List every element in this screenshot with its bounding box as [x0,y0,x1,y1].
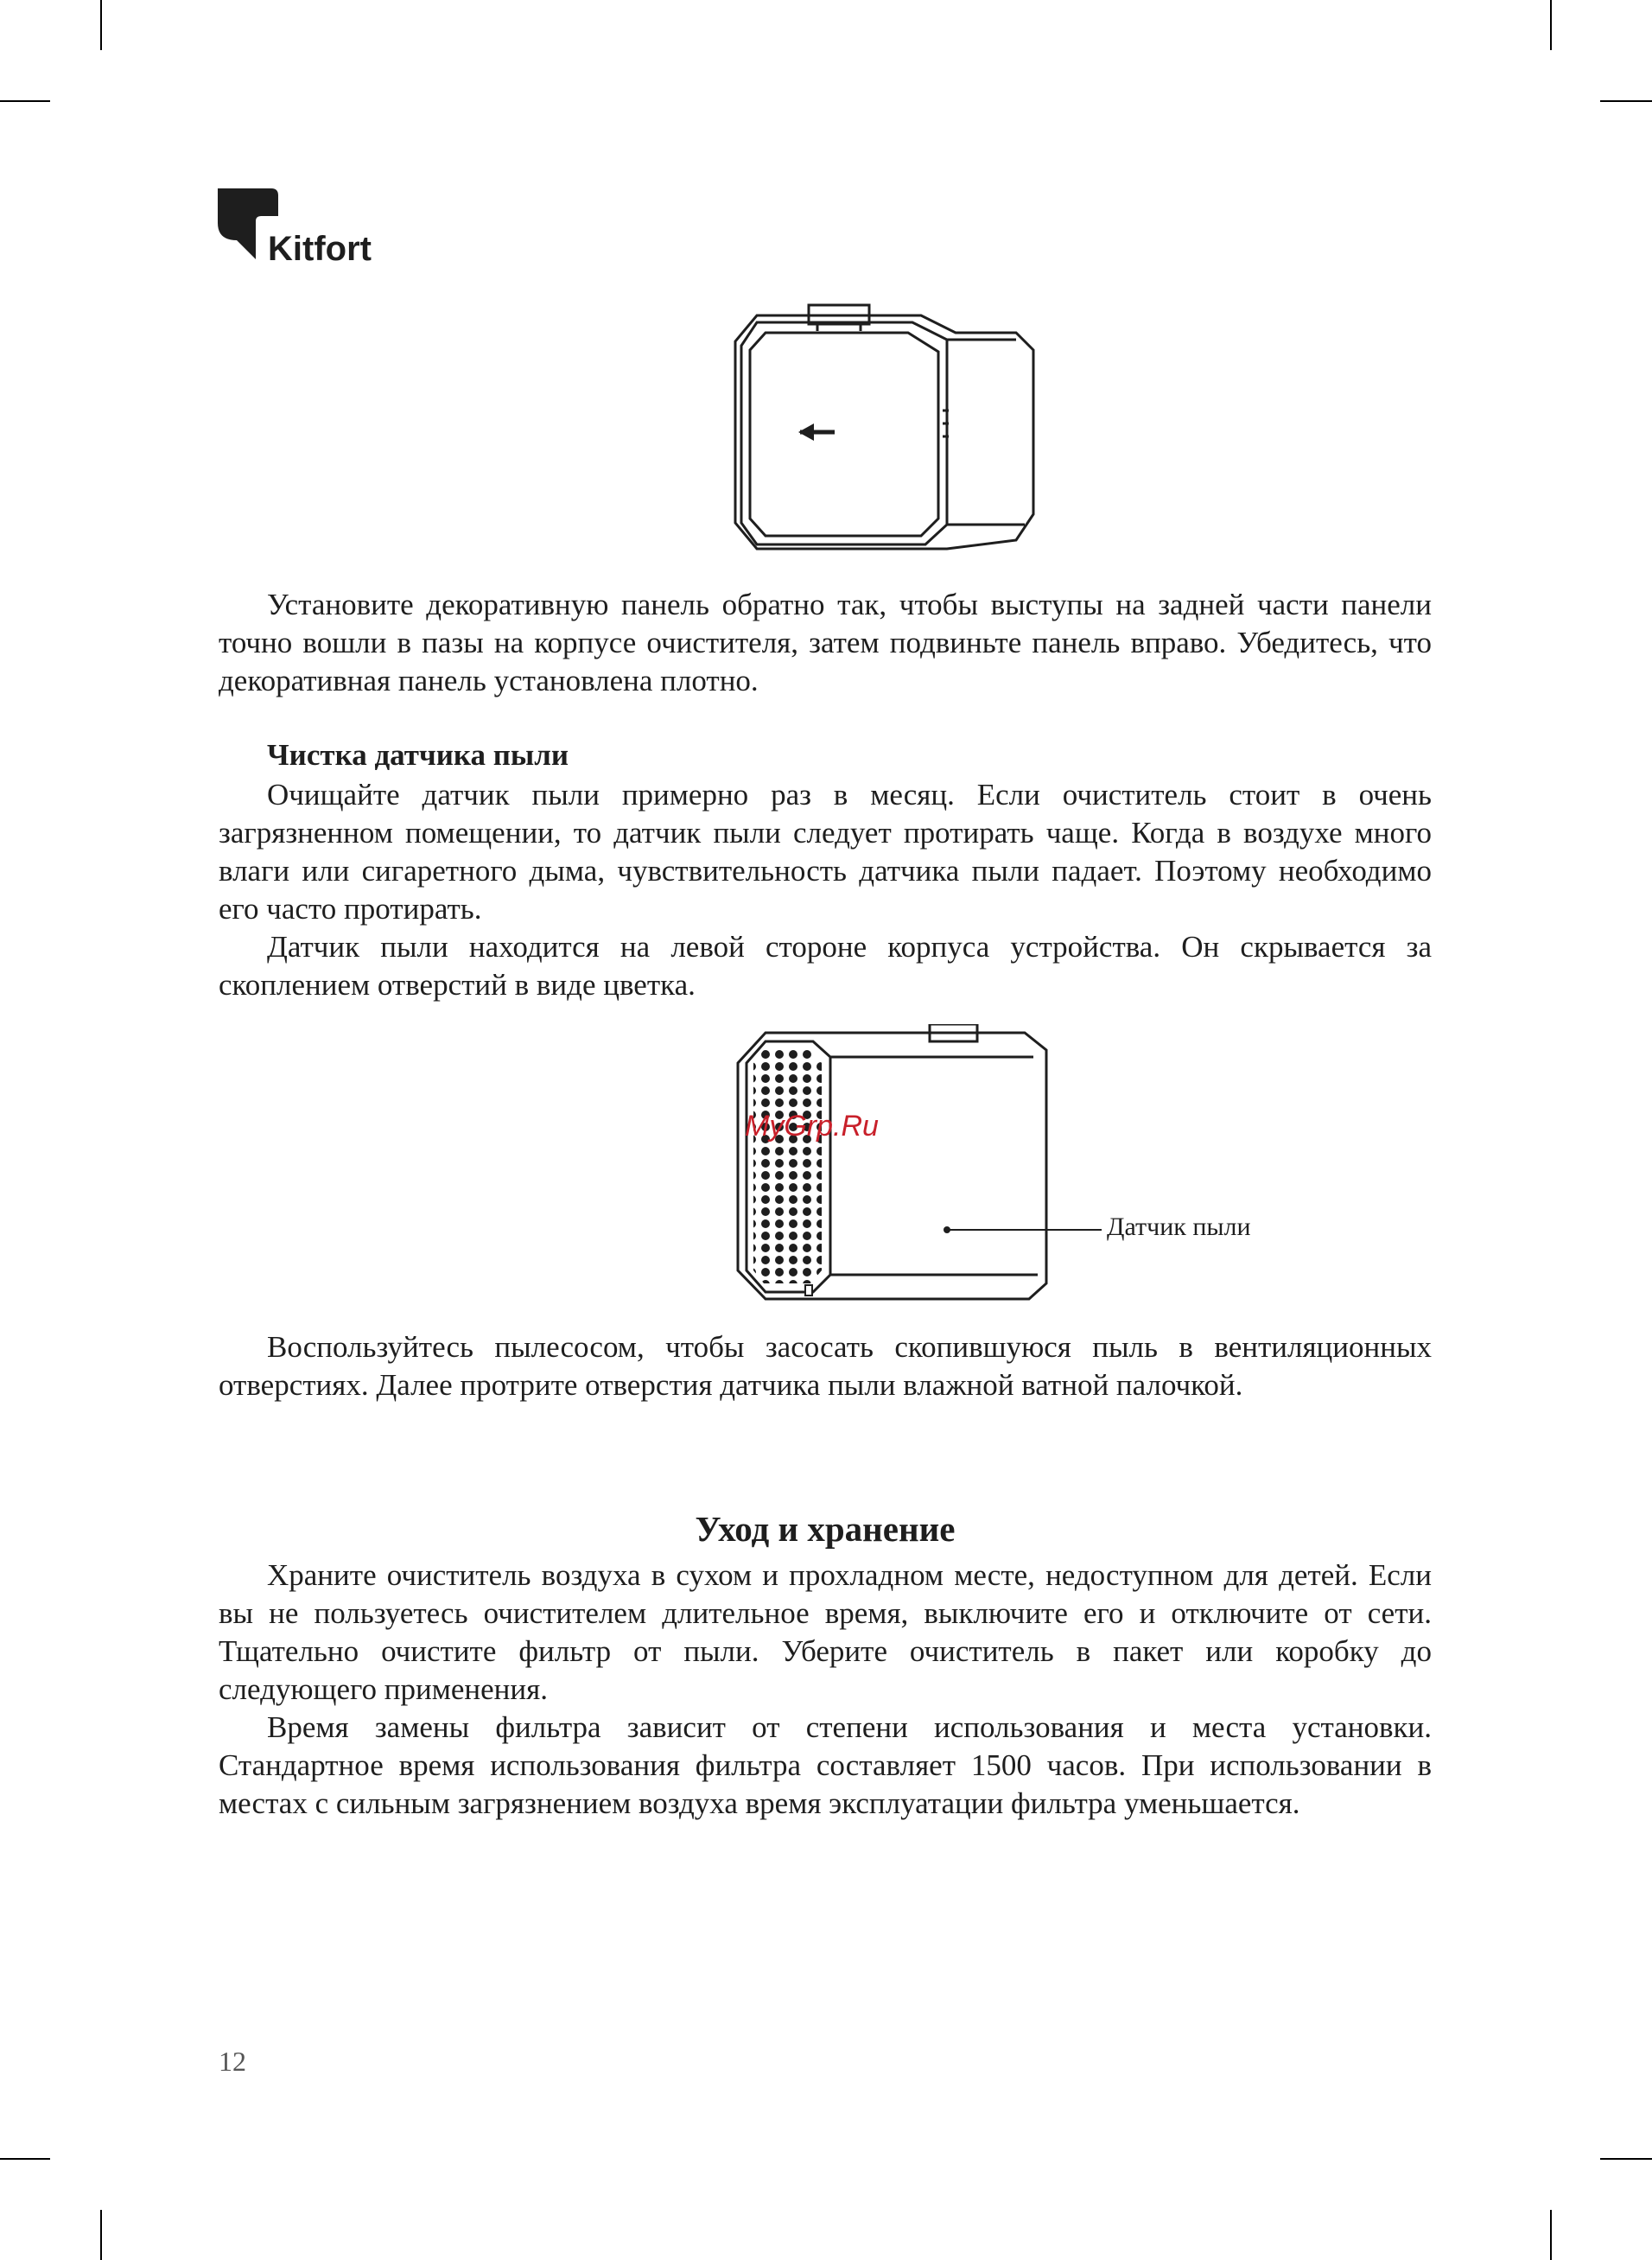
paragraph-text: Очищайте датчик пыли примерно раз в месяц. Если очиститель стоит в очень загрязненном помещении, то датчик пыли следует протирать чаще. Когда в воздухе много влаги или сигаретного дыма, чувствительность датчика пыли падает. Поэтому необходимо его часто протирать. [219,778,1432,926]
paragraph-dust-cleaning [219,776,1432,1004]
watermark: MyGrp.Ru [745,1110,879,1143]
paragraph-care [219,1557,1432,1823]
paragraph-text: Время замены фильтра зависит от степени использования и места установки. Стандартное время использования фильтра составляет 1500 часов. При использовании в местах с сильным загрязнением воздуха время эксплуатации фильтра уменьшается. [219,1710,1432,1820]
paragraph-text: Воспользуйтесь пылесосом, чтобы засосать скопившуюся пыль в вентиляционных отверстиях. Далее протрите отверстия датчика пыли влажной ватной палочкой. [219,1330,1432,1402]
paragraph-text: Датчик пыли находится на левой стороне корпуса устройства. Он скрывается за скоплением отверстий в виде цветка. [219,930,1432,1002]
crop-mark [1600,100,1652,102]
paragraph-reinstall-panel [219,586,1432,700]
dust-sensor-label: Датчик пыли [1107,1213,1251,1241]
crop-mark [1550,0,1552,50]
section-heading-care-storage: Уход и хранение [695,1509,956,1549]
brand-name: Kitfort [268,230,372,268]
crop-mark [100,2210,102,2260]
paragraph-text: Храните очиститель воздуха в сухом и прохладном месте, недоступном для детей. Если вы не пользуетесь очистителем длительное время, выключите его и отключите от сети. Тщательно очистите фильтр от пыли. Уберите очиститель в пакет или коробку до следующего применения. [219,1558,1432,1706]
crop-mark [0,2158,50,2160]
callout-line [942,1224,1106,1236]
crop-mark [0,100,50,102]
crop-mark [1600,2158,1652,2160]
section-heading-dust-sensor: Чистка датчика пыли [267,738,569,772]
dust-sensor-figure [731,1024,1059,1309]
crop-mark [100,0,102,50]
page-number: 12 [219,2046,246,2077]
purifier-panel-figure [731,298,1039,555]
crop-mark [1550,2210,1552,2260]
paragraph-text: Установите декоративную панель обратно так, чтобы выступы на задней части панели точно вошли в пазы на корпусе очистителя, затем подвиньте панель вправо. Убедитесь, что декоративная панель установлена плотно. [219,588,1432,697]
paragraph-vacuum [219,1328,1432,1404]
